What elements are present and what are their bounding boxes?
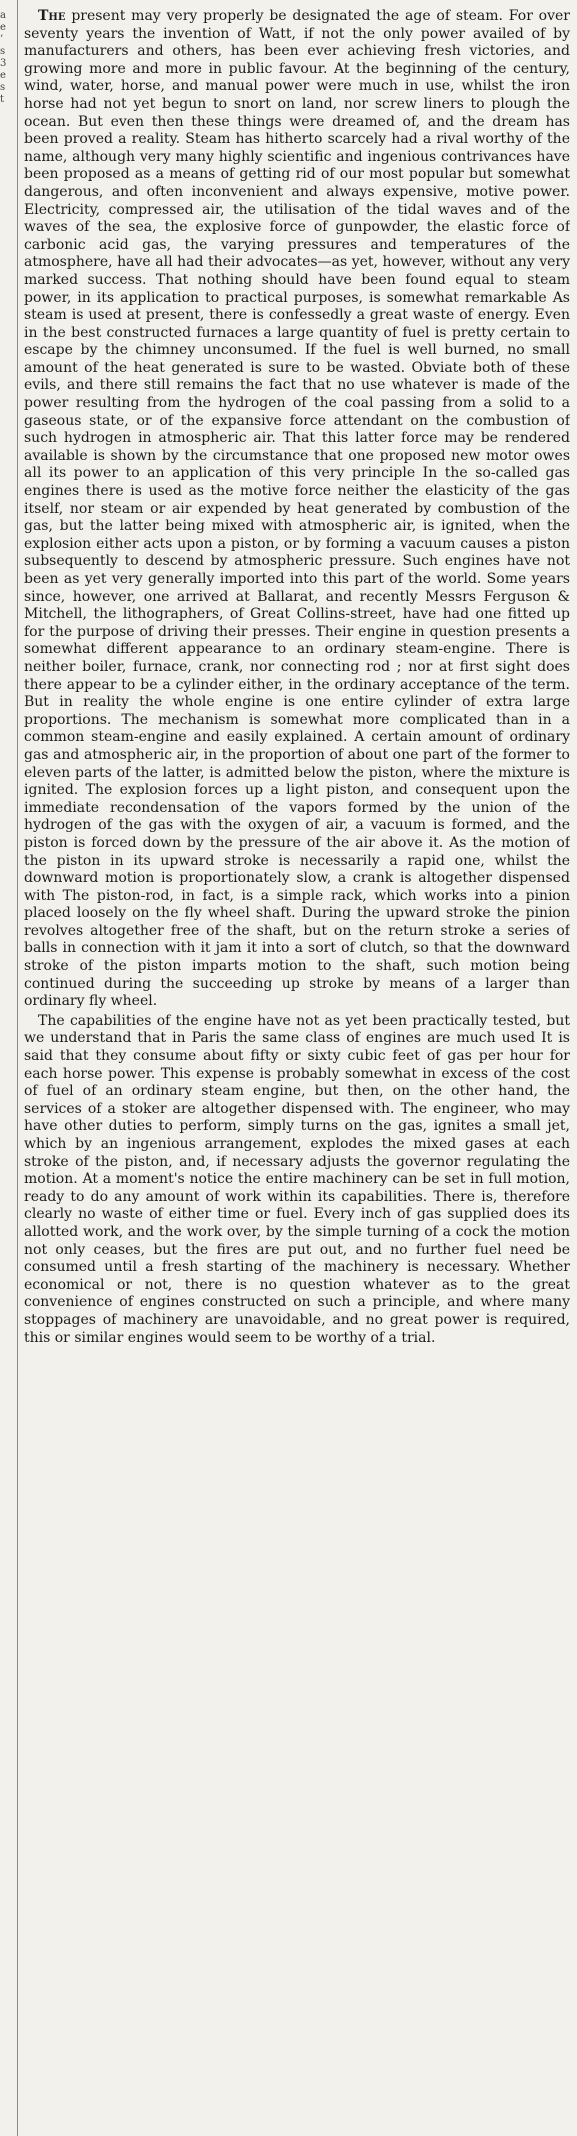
gutter-mark: ’ [0, 34, 4, 45]
gutter-mark: 3 [0, 58, 7, 69]
gutter-mark: s [0, 46, 6, 57]
article-column [24, 8, 570, 2128]
column-rule [17, 0, 18, 2136]
lead-word: The [38, 8, 66, 24]
article-paragraph-1 [24, 8, 570, 1011]
article-paragraph-2: The capabilities of the engine have not as yet been practically tested, but we understand that in Paris the same class of engines are much used It is said that they consume about fifty or sixty cubic feet of gas per hour for each horse power. This expense is probably somewhat in excess of the cost of fuel of an ordinary steam engine, but then, on the other hand, the services of a stoker are altogether dispensed with. The engineer, who may have other duties to perform, simply turns on the gas, ignites a small jet, which by an ingenious arrangement, explodes the mixed gases at each stroke of the piston, and, if necessary adjusts the governor regulating the motion. At a moment's notice the entire machinery can be set in full motion, ready to do any amount of work within its capabilities. There is, therefore clearly no waste of either time or fuel. Every inch of gas supplied does its allotted work, and the work over, by the simple turning of a cock the motion not only ceases, but the fires are put out, and no further fuel need be consumed until a fresh starting of the machinery is necessary. Whether economical or not, there is no question whatever as to the great convenience of engines constructed on such a principle, and where many stoppages of machinery are unavoidable, and no great power is required, this or similar engines would seem to be worthy of a trial. [24, 1012, 570, 1346]
gutter-mark: t [0, 94, 5, 105]
gutter-mark: s [0, 82, 6, 93]
gutter-mark: e [0, 70, 6, 81]
paragraph-1-text: present may very properly be designated the age of steam. For over seventy years the invention of Watt, if not the only power availed of by manufacturers and others, has been ever achieving fresh victories, and growing more and more in public favour. At the beginning of the century, wind, water, horse, and manual power were much in use, whilst the iron horse had not yet begun to snort on land, nor screw liners to plough the ocean. But even then these things were dreamed of, and the dream has been proved a reality. Steam has hitherto scarcely had a rival worthy of the name, although very many highly scientific and ingenious contrivances have been proposed as a means of getting rid of our most popular but somewhat dangerous, and often inconvenient and always expensive, motive power. Electricity, compressed air, the utilisation of the tidal waves and of the waves of the sea, the explosive force of gunpowder, the elastic force of carbonic acid gas, the varying pressures and temperatures of the atmosphere, have all had their advocates—as yet, however, without any very marked success. That nothing should have been found equal to steam power, in its application to practical purposes, is somewhat remarkable As steam is used at present, there is confessedly a great waste of energy. Even in the best constructed furnaces a large quantity of fuel is pretty certain to escape by the chimney unconsumed. If the fuel is well burned, no small amount of the heat generated is sure to be wasted. Obviate both of these evils, and there still remains the fact that no use whatever is made of the power resulting from the hydrogen of the coal passing from a solid to a gaseous state, or of the expansive force attendant on the combustion of such hydrogen in atmospheric air. That this latter force may be rendered available is shown by the circumstance that one proposed new motor owes all its power to an application of this very principle In the so-called gas engines there is used as the motive force neither the elasticity of the gas itself, nor steam or air expended by heat generated by combustion of the gas, but the latter being mixed with atmospheric air, is ignited, when the explosion either acts upon a piston, or by forming a vacuum causes a piston subsequently to descend by atmospheric pressure. Such engines have not been as yet very generally imported into this part of the world. Some years since, however, one arrived at Ballarat, and recently Messrs Ferguson & Mitchell, the lithographers, of Great Collins-street, have had one fitted up for the purpose of driving their presses. Their engine in question presents a somewhat different appearance to an ordinary steam-engine. There is neither boiler, furnace, crank, nor connecting rod ; nor at first sight does there appear to be a cylinder either, in the ordinary acceptance of the term. But in reality the whole engine is one entire cylinder of extra large proportions. The mechanism is somewhat more complicated than in a common steam-engine and easily explained. A certain amount of ordinary gas and atmospheric air, in the proportion of about one part of the former to eleven parts of the latter, is admitted below the piston, where the mixture is ignited. The explosion forces up a light piston, and consequent upon the immediate recondensation of the vapors formed by the union of the hydrogen of the gas with the oxygen of air, a vacuum is formed, and the piston is forced down by the pressure of the air above it. As the motion of the piston in its upward stroke is necessarily a rapid one, whilst the downward motion is proportionately slow, a crank is altogether dispensed with The piston-rod, in fact, is a simple rack, which works into a pinion placed loosely on the fly wheel shaft. During the upward stroke the pinion revolves altogether free of the shaft, but on the return stroke a series of balls in connection with it jam it into a sort of clutch, so that the downward stroke of the piston imparts motion to the shaft, such motion being continued during the succeeding up stroke by means of a larger than ordinary fly wheel. [24, 8, 570, 1010]
gutter-mark: e [0, 22, 6, 33]
left-gutter-fragments [0, 10, 15, 106]
gutter-mark: a [0, 10, 6, 21]
